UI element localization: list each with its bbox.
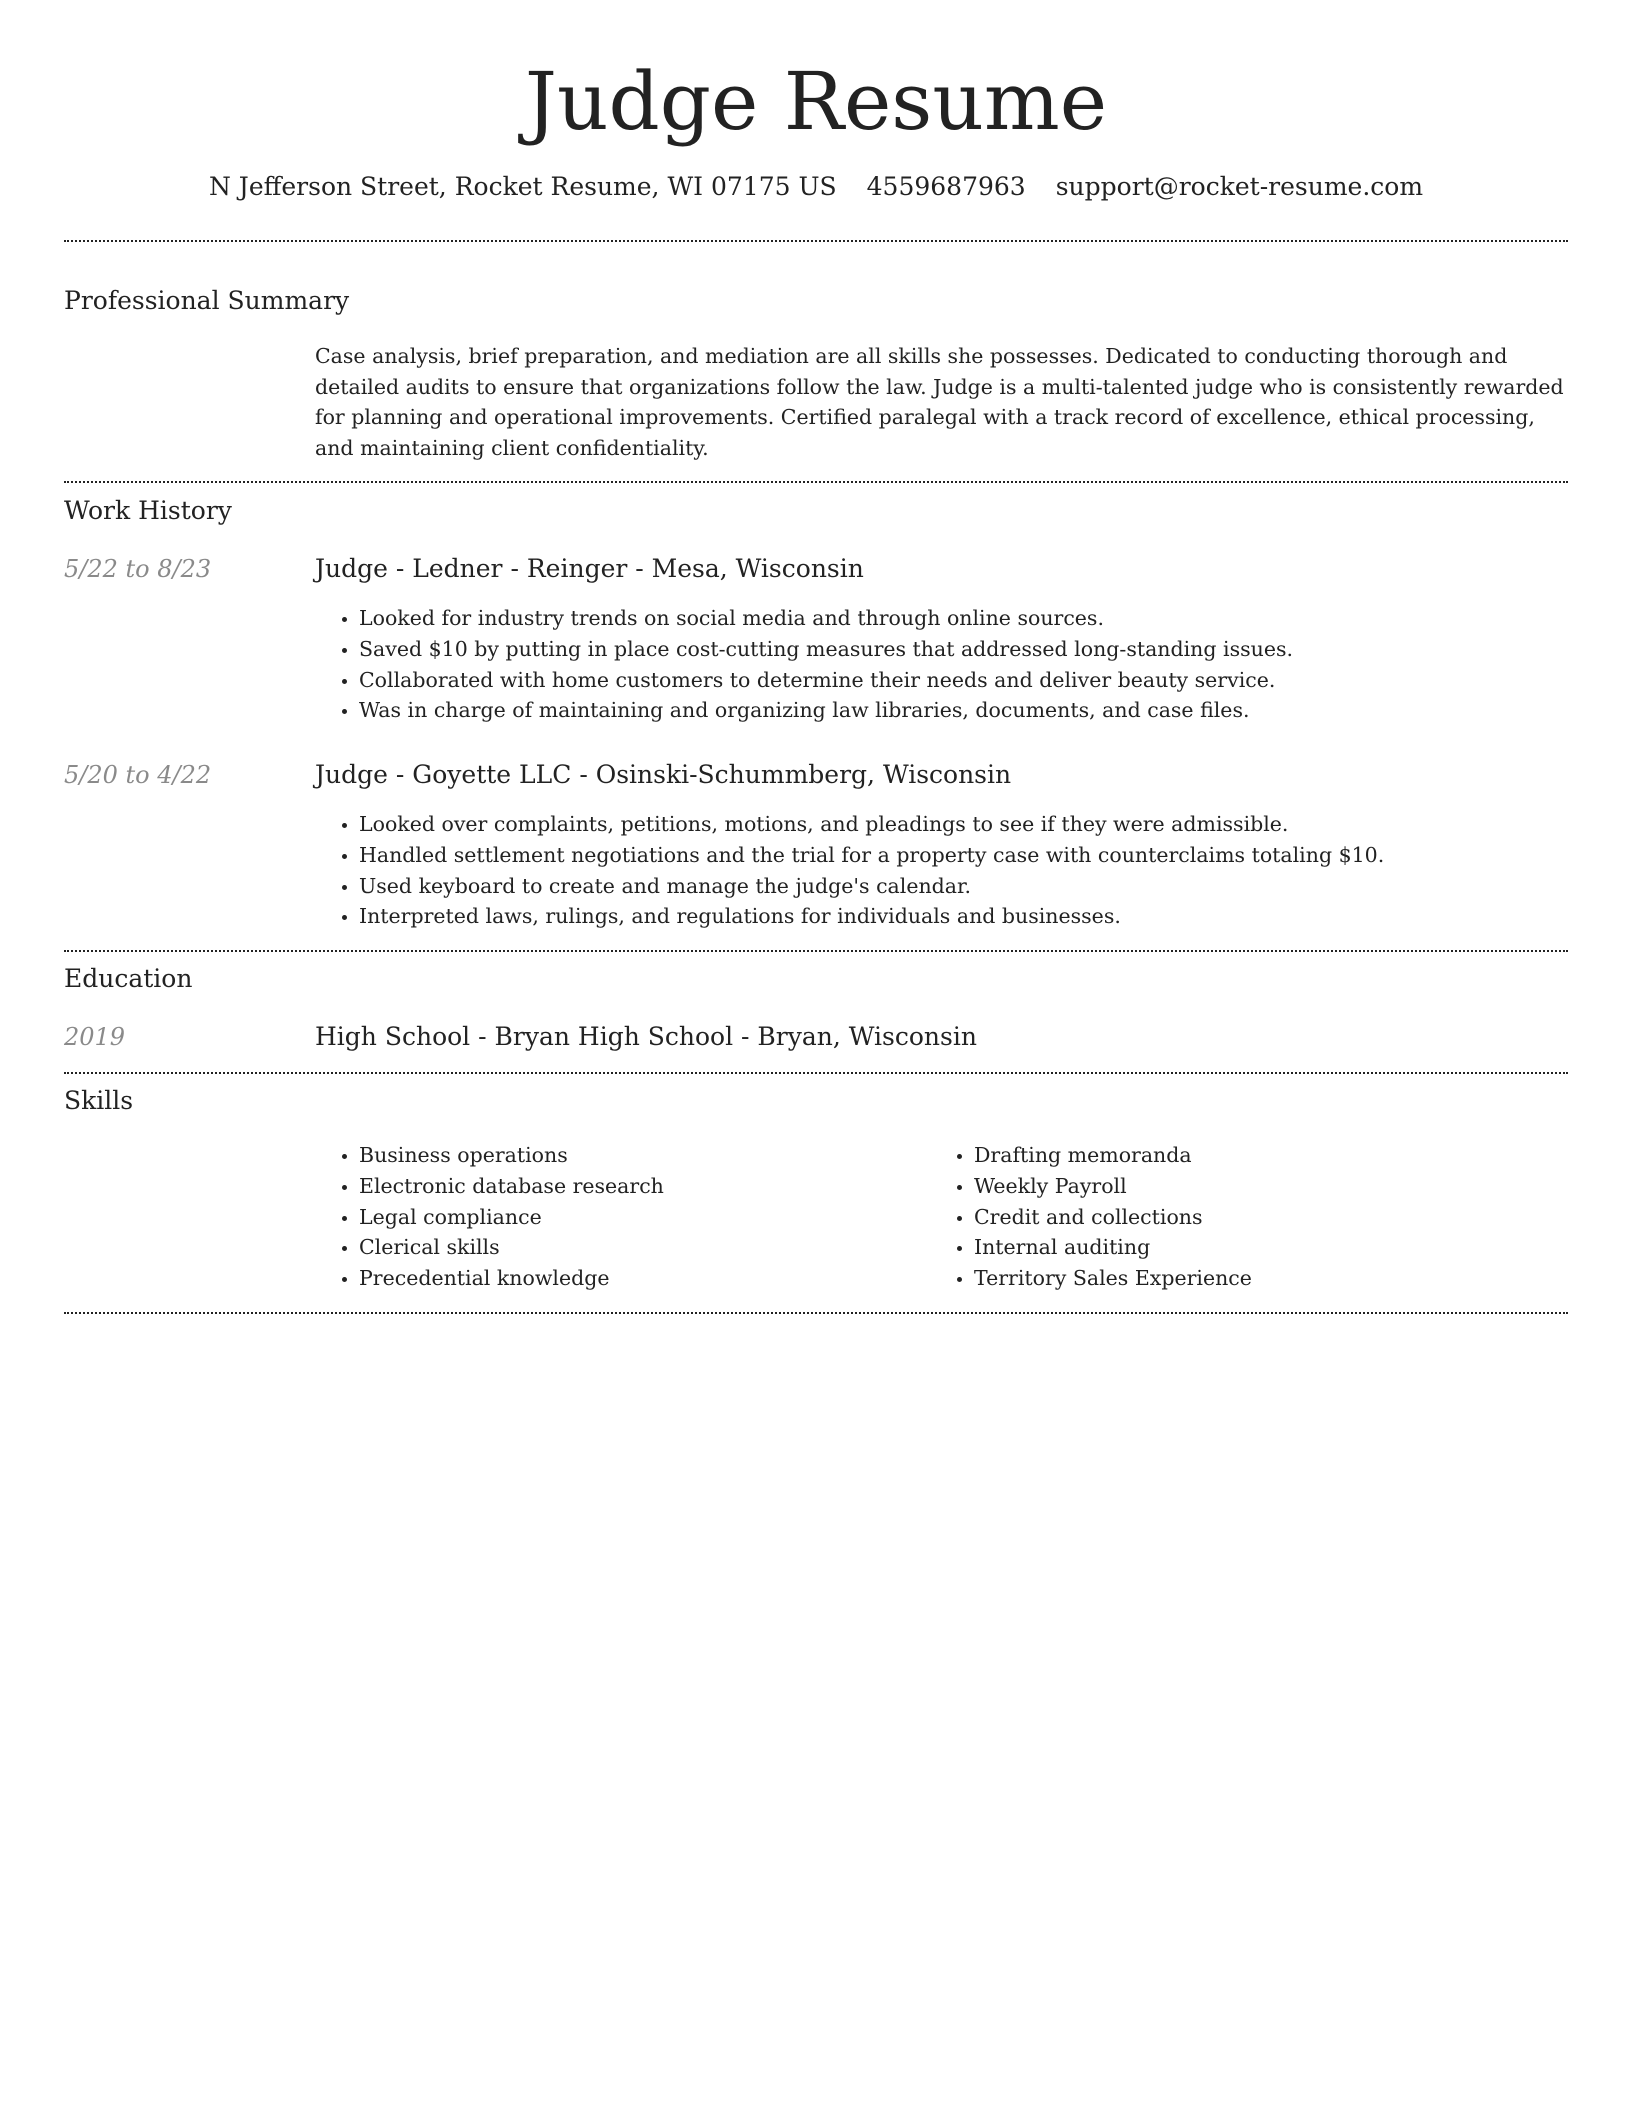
skill-item: • Precedential knowledge (359, 1263, 664, 1294)
job-title: Judge - Ledner - Reinger - Mesa, Wisconsin (315, 554, 864, 583)
skill-item: • Legal compliance (359, 1202, 664, 1233)
contact-email: support@rocket-resume.com (1055, 172, 1424, 201)
section-title-education: Education (64, 964, 193, 993)
job-bullet: • Was in charge of maintaining and organizing law libraries, documents, and case files. (359, 695, 1293, 726)
job-bullet: • Looked for industry trends on social media and through online sources. (359, 603, 1293, 634)
education-year: 2019 (64, 1023, 126, 1051)
divider (64, 481, 1568, 483)
job-dates: 5/20 to 4/22 (64, 761, 212, 789)
job-bullet: • Collaborated with home customers to determine their needs and deliver beauty service. (359, 665, 1293, 696)
skill-item: • Drafting memoranda (974, 1140, 1252, 1171)
job-bullet: • Saved $10 by putting in place cost-cutting measures that addressed long-standing issues. (359, 634, 1293, 665)
education-title: High School - Bryan High School - Bryan, Wisconsin (315, 1022, 977, 1051)
divider (64, 1312, 1568, 1314)
skill-item: • Internal auditing (974, 1232, 1252, 1263)
section-title-skills: Skills (64, 1086, 134, 1115)
contact-line (64, 170, 1568, 204)
divider (64, 240, 1568, 242)
job-bullet: • Looked over complaints, petitions, motions, and pleadings to see if they were admissible. (359, 809, 1384, 840)
section-title-summary: Professional Summary (64, 286, 350, 315)
divider (64, 950, 1568, 952)
job-bullet: • Interpreted laws, rulings, and regulations for individuals and businesses. (359, 901, 1384, 932)
skill-item: • Clerical skills (359, 1232, 664, 1263)
divider (64, 1072, 1568, 1074)
job-bullet: • Handled settlement negotiations and the trial for a property case with counterclaims totaling $10. (359, 840, 1384, 871)
job-dates: 5/22 to 8/23 (64, 555, 212, 583)
skill-item: • Weekly Payroll (974, 1171, 1252, 1202)
skill-item: • Credit and collections (974, 1202, 1252, 1233)
section-title-work: Work History (64, 496, 232, 525)
job-bullet: • Used keyboard to create and manage the judge's calendar. (359, 871, 1384, 902)
summary-text: Case analysis, brief preparation, and mediation are all skills she possesses. Dedicated to conducting thorough and detailed audits to ensure that organizations follow the law. Judge is a multi-talented judge who is consistently rewarded for planning and operational improvements. Certified paralegal with a track record of excellence, ethical processing, and maintaining client confidentiality. (315, 344, 1564, 460)
skills-list-left (315, 1140, 664, 1294)
job-bullet-list (315, 809, 1384, 932)
contact-address: N Jefferson Street, Rocket Resume, WI 07175 US (208, 172, 837, 201)
job-title: Judge - Goyette LLC - Osinski-Schummberg, Wisconsin (315, 760, 1012, 789)
skill-item: • Electronic database research (359, 1171, 664, 1202)
skill-item: • Business operations (359, 1140, 664, 1171)
resume-name: Judge Resume (524, 55, 1108, 148)
contact-phone: 4559687963 (866, 172, 1026, 201)
job-bullet-list (315, 603, 1293, 726)
skill-item: • Territory Sales Experience (974, 1263, 1252, 1294)
skills-list-right (930, 1140, 1252, 1294)
